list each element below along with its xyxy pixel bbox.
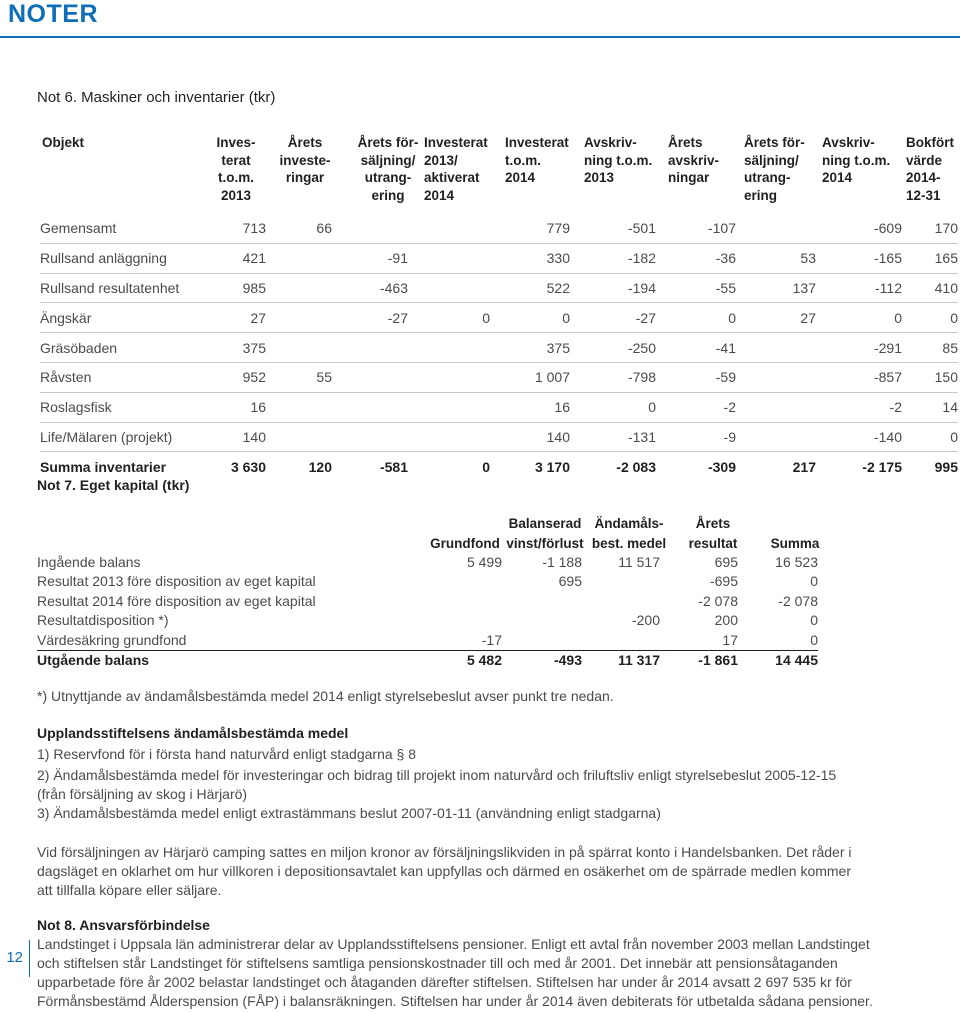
table-cell xyxy=(332,392,408,422)
table-cell: 0 xyxy=(902,422,958,452)
note6-title: Not 6. Maskiner och inventarier (tkr) xyxy=(37,89,276,106)
page-title: NOTER xyxy=(8,0,98,28)
table-row xyxy=(37,611,818,631)
table-cell xyxy=(266,303,332,333)
table-cell: 375 xyxy=(208,333,266,363)
table-cell: 695 xyxy=(558,573,582,590)
table-cell: -140 xyxy=(816,422,902,452)
camping-para-line: Vid försäljningen av Härjarö camping sattes en miljon kronor av försäljningslikviden in på spärrat konto i Handelsbanken. Det råder i xyxy=(37,844,852,860)
table-cell xyxy=(408,422,490,452)
table-cell: -36 xyxy=(656,243,736,273)
note7-column-header: Balanserad vinst/förlust xyxy=(506,516,584,551)
table-cell: 0 xyxy=(810,631,818,648)
table-cell xyxy=(332,333,408,363)
table-cell: 713 xyxy=(242,220,266,237)
note7-column-header: Grundfond xyxy=(430,536,500,551)
row-label: Resultat 2014 före disposition av eget kapital xyxy=(37,592,316,609)
table-cell: 17 xyxy=(722,631,738,648)
table-cell: -309 xyxy=(656,452,736,481)
row-label: Ängskär xyxy=(40,303,208,333)
row-label: Värdesäkring grundfond xyxy=(37,631,187,648)
table-cell: -131 xyxy=(570,422,656,452)
row-label: Rullsand resultatenhet xyxy=(40,273,208,303)
table-cell xyxy=(736,214,816,243)
note6-column-header: Investerat 2013/ aktiverat 2014 xyxy=(424,135,488,203)
table-cell xyxy=(266,422,332,452)
table-row xyxy=(40,422,958,452)
table-cell: 11 517 xyxy=(618,553,660,570)
note6-column-header: Investerat t.o.m. 2014 xyxy=(505,135,569,185)
table-cell: -2 083 xyxy=(570,452,656,481)
table-cell: -9 xyxy=(656,422,736,452)
table-cell xyxy=(502,630,582,650)
table-cell: 140 xyxy=(490,422,570,452)
table-cell: 27 xyxy=(208,303,266,333)
table-row xyxy=(40,333,958,363)
table-cell: 695 xyxy=(714,553,738,570)
row-label: Rullsand anläggning xyxy=(40,243,208,273)
table-cell: -55 xyxy=(656,273,736,303)
table-row xyxy=(40,214,958,243)
table-cell: 0 xyxy=(408,452,490,481)
table-cell: 410 xyxy=(902,273,958,303)
note8-line: Landstinget i Uppsala län administrerar delar av Upplandsstiftelsens pensioner. Enligt ett avtal från november 2003 mellan Landstinget xyxy=(37,936,870,952)
table-cell: -165 xyxy=(816,243,902,273)
table-cell: 0 xyxy=(902,303,958,333)
header-bar xyxy=(0,0,960,37)
table-cell: 375 xyxy=(490,333,570,363)
table-cell: 16 523 xyxy=(775,553,818,570)
table-cell xyxy=(408,214,490,243)
table-row xyxy=(37,630,818,650)
table-cell: 5 482 xyxy=(432,650,502,670)
table-cell: 3 630 xyxy=(208,452,266,481)
table-cell: 150 xyxy=(902,362,958,392)
table-cell: -501 xyxy=(627,220,656,237)
note8-line: och stiftelsen står Landstinget för stiftelsens samtliga pensionskostnader till och med år 2001. Det innebär att pensionsåtaganden xyxy=(37,955,838,971)
table-cell: -2 xyxy=(656,392,736,422)
table-cell xyxy=(332,214,408,243)
table-cell: 170 xyxy=(934,220,958,237)
table-cell: 952 xyxy=(208,362,266,392)
table-cell: 5 499 xyxy=(466,553,502,570)
upplands-heading: Upplandsstiftelsens ändamålsbestämda medel xyxy=(37,725,349,741)
table-cell: 0 xyxy=(810,612,818,629)
table-cell: 0 xyxy=(490,303,570,333)
note7-column-header: Årets resultat xyxy=(688,516,738,551)
table-cell: 985 xyxy=(208,273,266,303)
table-row xyxy=(40,303,958,333)
table-cell: 14 xyxy=(902,392,958,422)
table-cell xyxy=(408,243,490,273)
table-row xyxy=(40,392,958,422)
row-label: Ingående balans xyxy=(37,553,141,570)
page-number: 12 xyxy=(6,949,23,966)
table-cell: -2 078 xyxy=(778,592,818,609)
table-cell: -695 xyxy=(709,573,738,590)
table-cell: 0 xyxy=(656,303,736,333)
table-cell: -59 xyxy=(656,362,736,392)
table-row xyxy=(37,552,818,572)
table-cell: 0 xyxy=(408,303,490,333)
table-cell xyxy=(432,572,502,592)
note7-column-header: Summa xyxy=(770,536,820,551)
table-cell: -91 xyxy=(332,243,408,273)
table-cell: 3 170 xyxy=(490,452,570,481)
table-cell: -182 xyxy=(570,243,656,273)
note6-table xyxy=(40,214,958,481)
table-cell: -250 xyxy=(570,333,656,363)
table-cell: 0 xyxy=(570,392,656,422)
table-cell: 0 xyxy=(816,303,902,333)
row-label: Life/Mälaren (projekt) xyxy=(40,422,208,452)
table-cell: -1 861 xyxy=(660,650,738,670)
table-cell: 165 xyxy=(902,243,958,273)
table-cell xyxy=(332,362,408,392)
note7-footnote: *) Utnyttjande av ändamålsbestämda medel 2014 enligt styrelsebeslut avser punkt tre nedan. xyxy=(37,688,614,704)
table-cell: -17 xyxy=(481,631,502,648)
row-label: Resultat 2013 före disposition av eget kapital xyxy=(37,573,316,590)
row-label: Råvsten xyxy=(40,362,208,392)
note8-title: Not 8. Ansvarsförbindelse xyxy=(37,917,210,933)
table-cell: 330 xyxy=(490,243,570,273)
table-cell: 27 xyxy=(736,303,816,333)
note6-column-header: Objekt xyxy=(42,135,85,150)
table-cell: 14 445 xyxy=(738,650,818,670)
table-cell xyxy=(266,273,332,303)
upplands-line: (från försäljning av skog i Härjarö) xyxy=(37,786,248,802)
table-cell xyxy=(736,333,816,363)
table-cell: -194 xyxy=(570,273,656,303)
table-cell: -41 xyxy=(656,333,736,363)
table-cell: 522 xyxy=(490,273,570,303)
table-row xyxy=(37,572,818,592)
note8-line: Förmånsbestämd Ålderspension (FÅP) i balansräkningen. Stiftelsen har under år 2014 även debiterats för utbetalda sådana pensioner. xyxy=(37,993,873,1009)
table-cell: 16 xyxy=(490,392,570,422)
header-rule xyxy=(0,36,960,38)
table-cell: -857 xyxy=(816,362,902,392)
table-cell: -1 188 xyxy=(542,553,582,570)
table-cell xyxy=(582,630,660,650)
upplands-line: 1) Reservfond för i första hand naturvård enligt stadgarna § 8 xyxy=(37,746,416,762)
note6-column-header: Årets för- säljning/ utrang- ering xyxy=(357,135,419,203)
table-row xyxy=(40,362,958,392)
row-label: Gräsöbaden xyxy=(40,333,208,363)
note6-column-header: Inves- terat t.o.m. 2013 xyxy=(216,135,256,203)
table-cell: 1 007 xyxy=(490,362,570,392)
table-cell xyxy=(582,572,660,592)
table-row xyxy=(40,243,958,273)
table-cell xyxy=(408,273,490,303)
table-cell: 53 xyxy=(736,243,816,273)
row-label: Roslagsfisk xyxy=(40,392,208,422)
note6-column-header: Årets avskriv- ningar xyxy=(668,135,720,185)
table-cell: 200 xyxy=(714,612,738,629)
table-cell: -2 078 xyxy=(698,592,738,609)
row-label: Resultatdisposition *) xyxy=(37,612,169,629)
table-cell: 55 xyxy=(266,362,332,392)
row-label: Gemensamt xyxy=(40,220,117,237)
table-cell: -581 xyxy=(332,452,408,481)
table-cell: 140 xyxy=(208,422,266,452)
table-cell: -609 xyxy=(873,220,902,237)
page-number-box xyxy=(0,940,30,977)
table-cell: -2 175 xyxy=(816,452,902,481)
table-cell: 16 xyxy=(208,392,266,422)
table-cell: -463 xyxy=(332,273,408,303)
note7-table xyxy=(37,552,818,670)
table-cell xyxy=(502,611,582,631)
note7-column-header: Ändamåls- best. medel xyxy=(591,516,667,551)
table-row xyxy=(37,591,818,611)
table-cell: -493 xyxy=(502,650,582,670)
row-label: Utgående balans xyxy=(37,650,432,670)
table-cell xyxy=(266,333,332,363)
table-cell: 217 xyxy=(736,452,816,481)
table-cell: 0 xyxy=(810,573,818,590)
table-cell xyxy=(736,362,816,392)
camping-para-line: att tillfalla köpare eller säljare. xyxy=(37,882,222,898)
table-row xyxy=(40,273,958,303)
summary-row xyxy=(37,650,818,670)
table-cell: -27 xyxy=(332,303,408,333)
table-cell xyxy=(266,243,332,273)
note7-title: Not 7. Eget kapital (tkr) xyxy=(37,477,190,493)
upplands-line: 3) Ändamålsbestämda medel enligt extrastämmans beslut 2007-01-11 (användning enligt stadgarna) xyxy=(37,805,661,821)
table-cell: 120 xyxy=(266,452,332,481)
table-cell xyxy=(408,362,490,392)
table-cell xyxy=(582,591,660,611)
note6-column-header: Årets för- säljning/ utrang- ering xyxy=(744,135,805,203)
table-cell: -200 xyxy=(631,612,660,629)
table-cell xyxy=(736,422,816,452)
table-cell: -112 xyxy=(816,273,902,303)
note8-line: upparbetade före år 2002 belastar landstinget och åtaganden därefter stiftelsen. Stiftelsen har under år 2014 avsatt 2 697 535 kr för xyxy=(37,974,852,990)
note6-column-header: Årets investe- ringar xyxy=(279,135,331,185)
table-cell xyxy=(432,591,502,611)
row-label: Summa inventarier xyxy=(40,452,208,481)
table-cell: 11 317 xyxy=(582,650,660,670)
table-cell xyxy=(736,392,816,422)
camping-para-line: dagsläget en oklarhet om hur villkoren i depositionsavtalet kan uppfyllas och därmed en osäkerhet om de spärrade medlen kommer xyxy=(37,863,852,879)
table-cell: -107 xyxy=(707,220,736,237)
table-cell: -2 xyxy=(816,392,902,422)
table-cell: 779 xyxy=(546,220,570,237)
upplands-line: 2) Ändamålsbestämda medel för investeringar och bidrag till projekt inom naturvård och friluftsliv enligt styrelsebeslut 2005-12-15 xyxy=(37,767,837,783)
table-cell: 421 xyxy=(208,243,266,273)
table-cell xyxy=(408,333,490,363)
note6-column-header: Avskriv- ning t.o.m. 2013 xyxy=(584,135,653,185)
table-cell: -291 xyxy=(816,333,902,363)
table-cell xyxy=(408,392,490,422)
table-cell xyxy=(332,422,408,452)
table-cell: -798 xyxy=(570,362,656,392)
table-cell: 995 xyxy=(902,452,958,481)
table-cell: 137 xyxy=(736,273,816,303)
note6-column-header: Bokfört värde 2014- 12-31 xyxy=(906,135,954,203)
table-cell: -27 xyxy=(570,303,656,333)
table-cell xyxy=(266,392,332,422)
table-cell xyxy=(502,591,582,611)
table-cell xyxy=(432,611,502,631)
note6-column-header: Avskriv- ning t.o.m. 2014 xyxy=(822,135,891,185)
table-cell: 85 xyxy=(902,333,958,363)
table-cell: 66 xyxy=(316,220,332,237)
